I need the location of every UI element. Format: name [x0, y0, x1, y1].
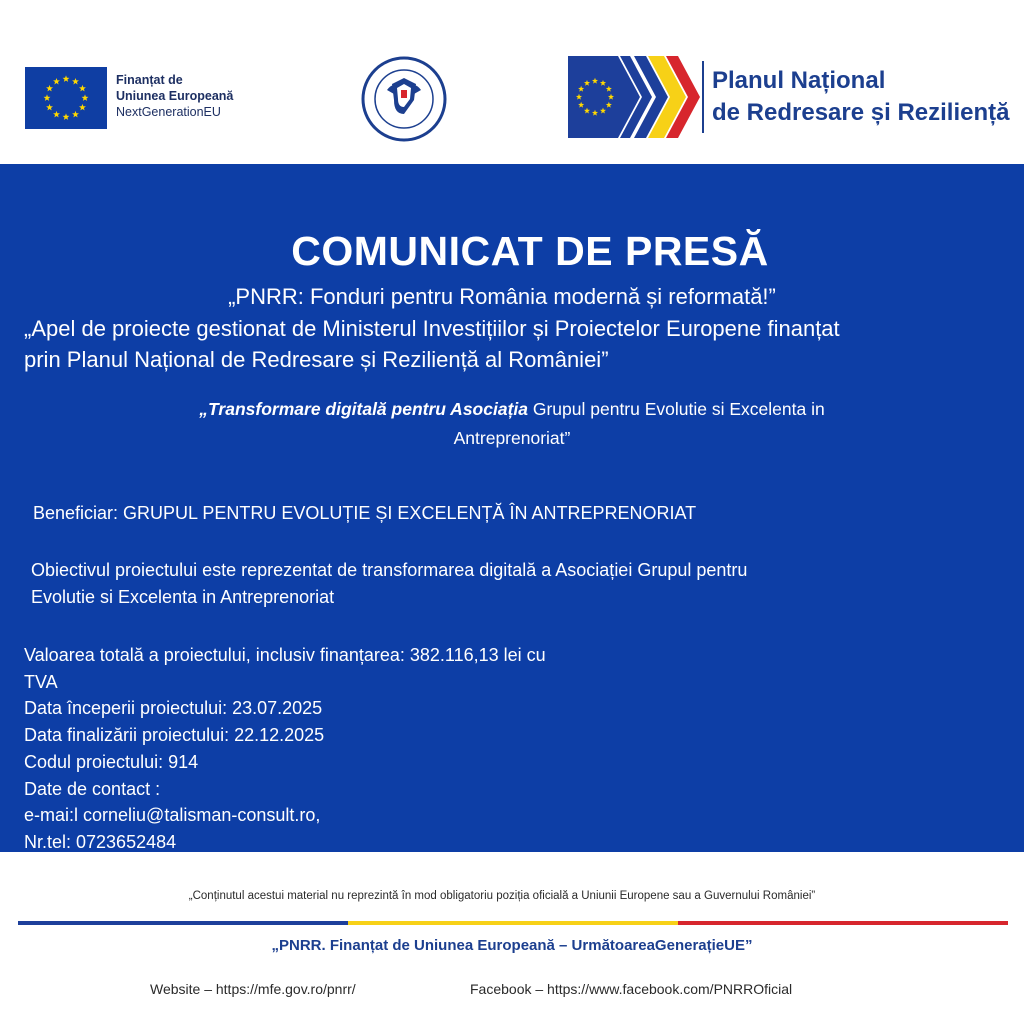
project-title-line2: Antreprenoriat”	[453, 428, 571, 448]
romanian-flag-line	[18, 921, 1008, 925]
eu-funding-line3: NextGenerationEU	[116, 105, 221, 119]
beneficiary-text: Beneficiar: GRUPUL PENTRU EVOLUȚIE ȘI EXCELENȚĂ ÎN ANTREPRENORIAT	[33, 503, 697, 523]
contact-heading: Date de contact :	[24, 778, 161, 799]
pnrr-logo-text	[712, 65, 1009, 129]
eu-funding-line1: Finanțat de	[116, 73, 183, 87]
eu-star-icon	[72, 111, 79, 118]
eu-stars-icon	[25, 67, 107, 129]
project-start-date: Data începerii proiectului: 23.07.2025	[24, 698, 323, 719]
eu-funding-line2: Uniunea Europeană	[116, 89, 234, 103]
objective-line1: Obiectivul proiectului este reprezentat de transformarea digitală a Asociației Grupul pentru	[31, 560, 748, 580]
government-seal-logo	[361, 54, 447, 144]
project-title-bold: „Transformare digitală pentru Asociația	[199, 399, 528, 419]
eu-star-icon	[44, 94, 51, 101]
eu-funding-label	[116, 72, 233, 120]
eu-star-icon	[63, 113, 70, 120]
eu-star-icon	[72, 78, 79, 85]
facebook-link[interactable]: Facebook – https://www.facebook.com/PNRROficial	[470, 981, 793, 997]
project-code: Codul proiectului: 914	[24, 751, 199, 772]
project-details	[24, 642, 546, 856]
objective-line2: Evolutie si Excelenta in Antreprenoriat	[31, 587, 335, 607]
eu-star-icon	[53, 111, 60, 118]
pnrr-logo-divider	[702, 61, 704, 133]
footer-slogan: „PNRR. Finanțat de Uniunea Europeană – UrmătoareaGenerațieUE”	[271, 937, 753, 954]
project-total-value-vat: TVA	[24, 671, 58, 692]
eu-star-icon	[79, 85, 86, 92]
eu-star-icon	[79, 104, 86, 111]
eu-star-icon	[46, 85, 53, 92]
contact-phone: Nr.tel: 0723652484	[24, 831, 177, 852]
project-title-rest: Grupul pentru Evolutie si Excelenta in	[528, 399, 825, 419]
eu-flag-logo	[25, 67, 107, 129]
eu-star-icon	[53, 78, 60, 85]
eu-star-icon	[63, 75, 70, 82]
project-end-date: Data finalizării proiectului: 22.12.2025	[24, 725, 325, 746]
project-total-value: Valoarea totală a proiectului, inclusiv finanțarea: 382.116,13 lei cu	[24, 645, 546, 665]
pnrr-slogan: „PNRR: Fonduri pentru România modernă și reformată!”	[228, 284, 776, 309]
call-description-line1: „Apel de proiecte gestionat de Ministerul Investițiilor și Proiectelor Europene finanțat	[24, 316, 840, 341]
website-link[interactable]: Website – https://mfe.gov.ro/pnrr/	[150, 981, 356, 997]
press-release-title: COMUNICAT DE PRESĂ	[291, 228, 769, 274]
pnrr-logo-mark	[568, 54, 700, 140]
pnrr-logo-line1: Planul Național	[712, 67, 886, 94]
eu-star-icon	[82, 94, 89, 101]
pnrr-logo-line2: de Redresare și Reziliență	[712, 99, 1010, 126]
call-description-line2: prin Planul Național de Redresare și Reziliență al României”	[24, 347, 609, 372]
eu-star-icon	[46, 104, 53, 111]
project-title-line1	[0, 399, 1024, 420]
disclaimer-text: „Conținutul acestui material nu reprezintă în mod obligatoriu poziția oficială a Uniunii Europene sau a Guvernului României”	[188, 890, 816, 902]
contact-email: e-mai:l corneliu@talisman-consult.ro,	[24, 805, 321, 826]
